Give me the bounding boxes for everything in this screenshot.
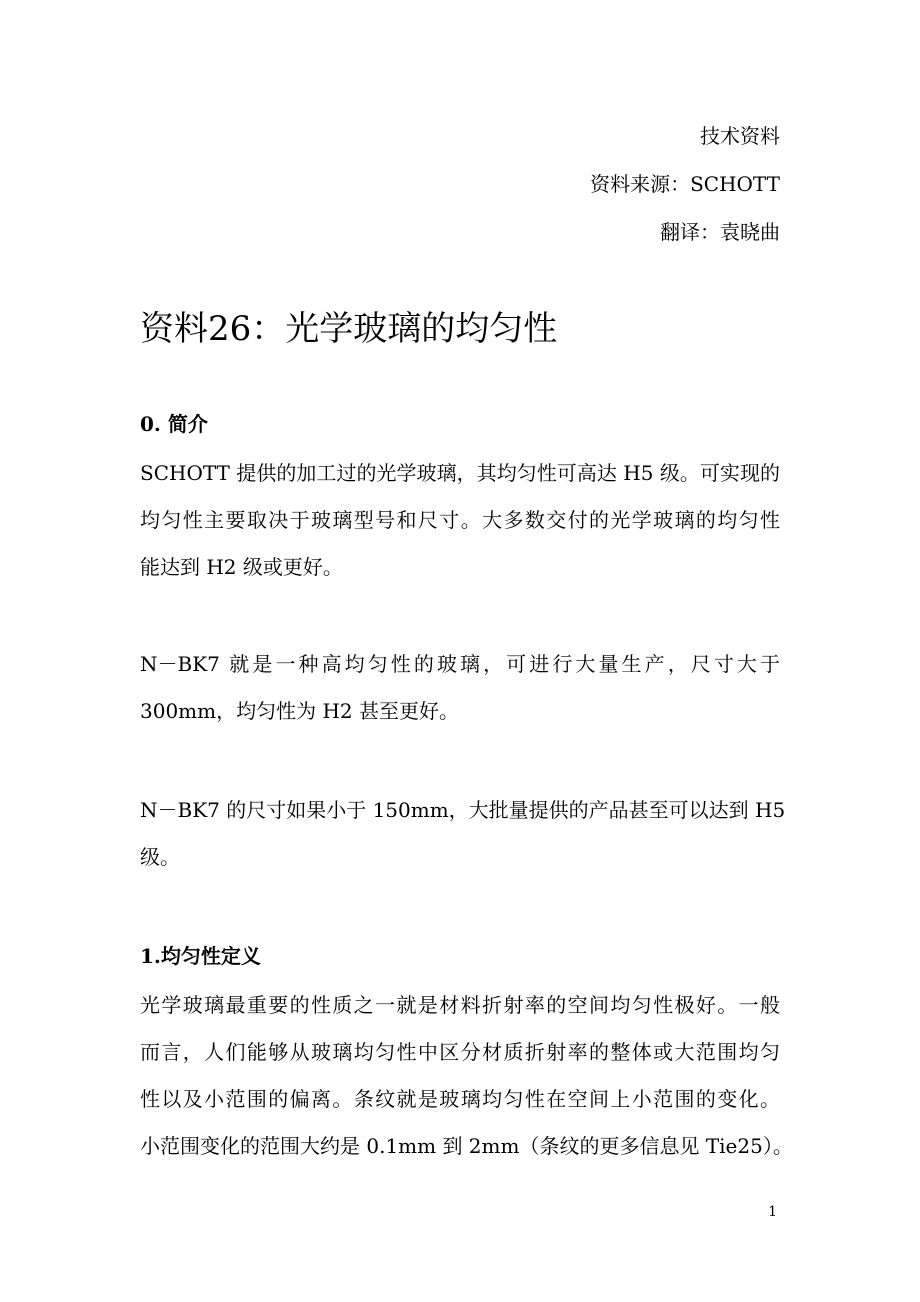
text-line: 级。 bbox=[140, 845, 180, 869]
text-line: N－BK7 的尺寸如果小于 150mm，大批量提供的产品甚至可以达到 H5 bbox=[140, 798, 786, 822]
intro-paragraph-1 bbox=[140, 450, 780, 591]
text-line: 而言，人们能够从玻璃均匀性中区分材质折射率的整体或大范围均匀 bbox=[140, 1040, 780, 1064]
text-line: 光学玻璃最重要的性质之一就是材料折射率的空间均匀性极好。一般 bbox=[140, 993, 780, 1017]
section-heading-definition: 1.均匀性定义 bbox=[140, 944, 261, 968]
definition-paragraph bbox=[140, 982, 793, 1170]
document-type: 技术资料 bbox=[700, 124, 780, 148]
translator-line: 翻译：袁晓曲 bbox=[660, 220, 780, 244]
text-line: 300mm，均匀性为 H2 甚至更好。 bbox=[140, 699, 459, 723]
page-title: 资料26：光学玻璃的均匀性 bbox=[140, 309, 558, 349]
text-line: 能达到 H2 级或更好。 bbox=[140, 555, 343, 579]
section-heading-intro: 0. 简介 bbox=[140, 412, 208, 436]
text-line: N－BK7 就是一种高均匀性的玻璃，可进行大量生产，尺寸大于 bbox=[140, 652, 780, 676]
source-line: 资料来源：SCHOTT bbox=[590, 172, 780, 196]
intro-paragraph-3 bbox=[140, 787, 786, 881]
text-line: 性以及小范围的偏离。条纹就是玻璃均匀性在空间上小范围的变化。 bbox=[140, 1087, 780, 1111]
intro-paragraph-2 bbox=[140, 641, 780, 735]
page-number: 1 bbox=[768, 1204, 777, 1220]
text-line: SCHOTT 提供的加工过的光学玻璃，其均匀性可高达 H5 级。可实现的 bbox=[140, 461, 780, 485]
text-line: 小范围变化的范围大约是 0.1mm 到 2mm（条纹的更多信息见 Tie25）。 bbox=[140, 1134, 793, 1158]
text-line: 均匀性主要取决于玻璃型号和尺寸。大多数交付的光学玻璃的均匀性 bbox=[140, 508, 780, 532]
